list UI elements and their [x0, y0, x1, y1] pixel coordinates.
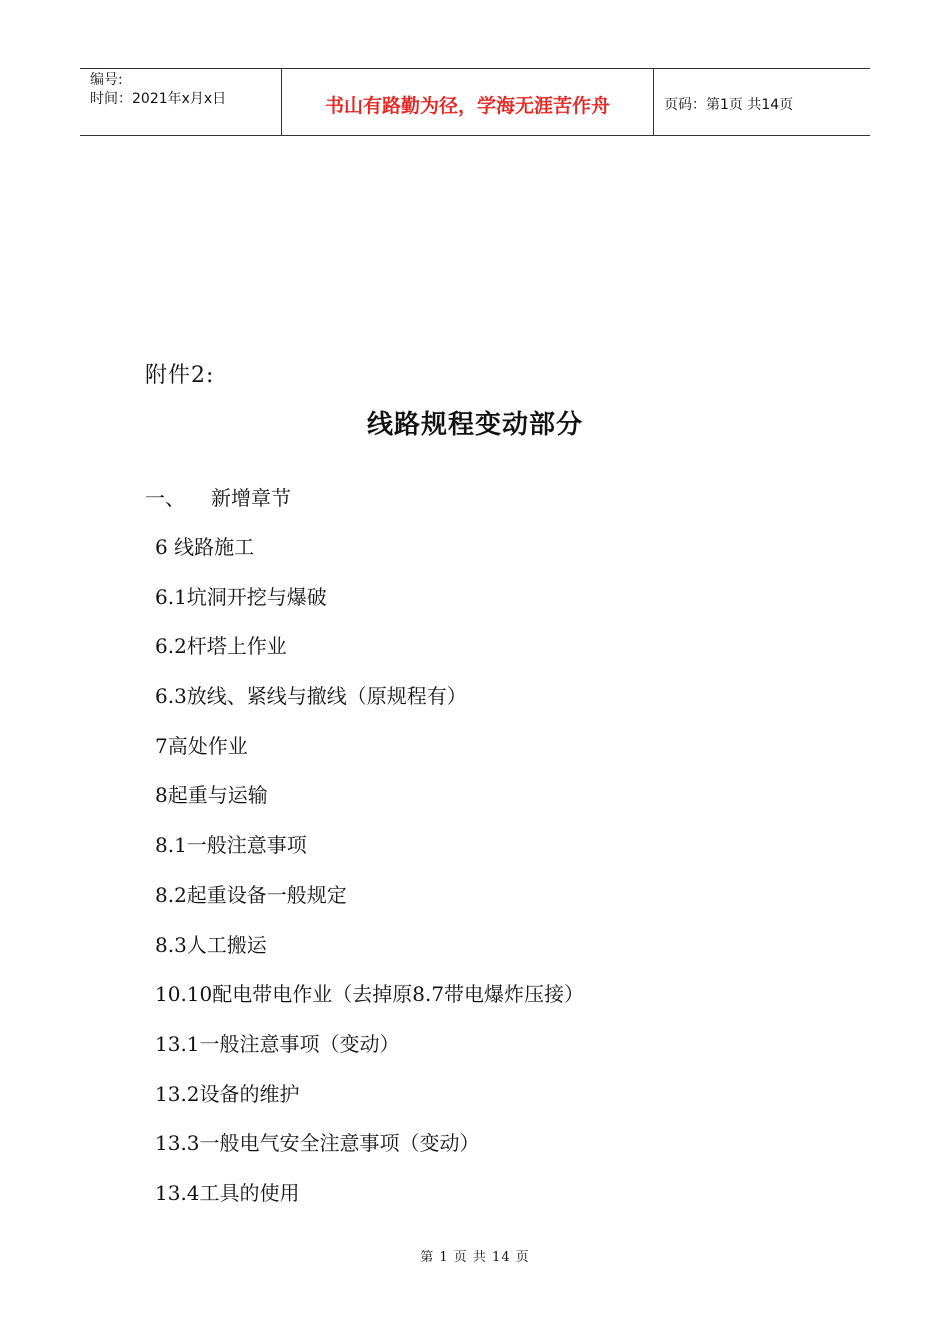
section-heading	[145, 482, 291, 511]
chapter-list	[155, 532, 584, 1228]
time-label: 时间：2021年x月x日	[90, 91, 227, 107]
page-title: 线路规程变动部分	[366, 410, 583, 440]
header-page-info: 页码：第1页 共14页	[664, 97, 794, 113]
section-number: 一、	[145, 486, 185, 510]
header-meta	[80, 69, 282, 135]
list-item: 13.1一般注意事项（变动）	[155, 1031, 400, 1056]
list-item: 8.3人工搬运	[155, 932, 267, 957]
header-motto: 书山有路勤为径，学海无涯苦作舟	[282, 69, 654, 135]
list-item: 7高处作业	[155, 733, 248, 758]
serial-label: 编号:	[90, 72, 123, 88]
list-item: 6.1坑洞开挖与爆破	[155, 584, 327, 609]
list-item: 10.10配电带电作业（去掉原8.7带电爆炸压接）	[155, 982, 585, 1007]
list-item: 13.4工具的使用	[155, 1180, 300, 1205]
list-item: 8起重与运输	[155, 783, 268, 808]
list-item: 13.3一般电气安全注意事项（变动）	[155, 1131, 480, 1156]
document-header	[80, 68, 870, 136]
list-item: 6 线路施工	[155, 535, 255, 559]
list-item: 6.3放线、紧线与撤线（原规程有）	[155, 684, 467, 709]
page-footer: 第 1 页 共 14 页	[420, 1250, 530, 1265]
list-item: 8.1一般注意事项	[155, 833, 307, 858]
list-item: 6.2杆塔上作业	[155, 634, 287, 659]
section-title: 新增章节	[211, 486, 291, 510]
list-item: 13.2设备的维护	[155, 1081, 300, 1106]
list-item: 8.2起重设备一般规定	[155, 882, 347, 907]
attachment-label: 附件2:	[145, 363, 215, 388]
